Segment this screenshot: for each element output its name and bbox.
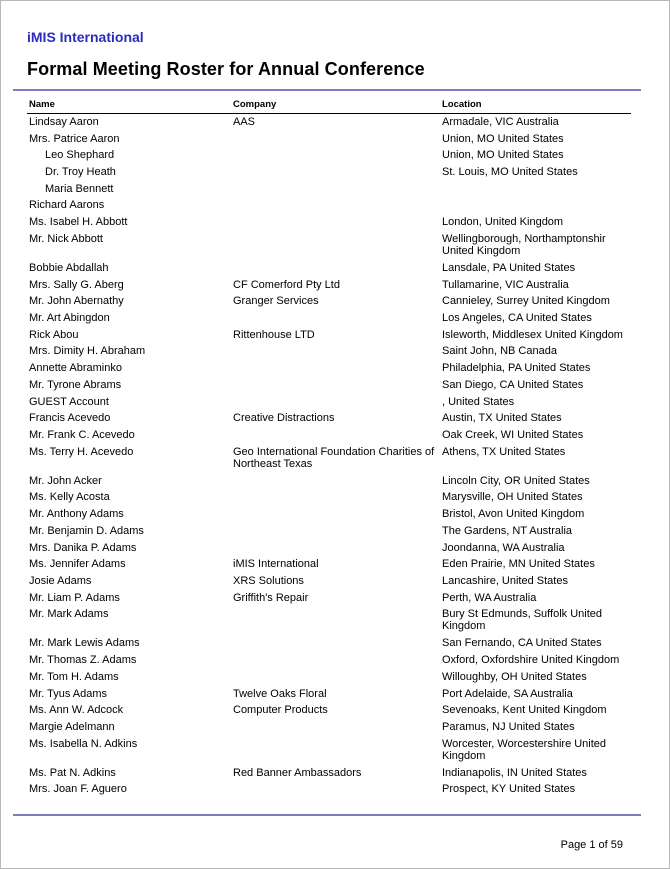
- table-row: [1, 670, 670, 687]
- attendee-company: AAS: [233, 116, 256, 128]
- attendee-name: Ms. Pat N. Adkins: [29, 766, 116, 779]
- attendee-name: Maria Bennett: [45, 182, 114, 195]
- table-row: [1, 344, 670, 361]
- table-row: [1, 261, 670, 278]
- table-row: [1, 132, 670, 149]
- attendee-location: Lansdale, PA United States: [442, 262, 576, 274]
- attendee-name: Mrs. Danika P. Adams: [29, 541, 137, 554]
- attendee-name: Bobbie Abdallah: [29, 262, 109, 274]
- attendee-location: Union, MO United States: [442, 149, 564, 162]
- table-row: [1, 311, 670, 328]
- attendee-location: Bristol, Avon United Kingdom: [442, 508, 585, 521]
- attendee-name: Mr. Art Abingdon: [29, 312, 110, 325]
- attendee-name: Mr. Benjamin D. Adams: [29, 524, 144, 537]
- table-row: [1, 703, 670, 720]
- table-row: [1, 653, 670, 670]
- table-row: [1, 395, 670, 412]
- attendee-company: Granger Services: [233, 295, 319, 308]
- footer-divider: [13, 814, 641, 816]
- attendee-location: Tullamarine, VIC Australia: [442, 278, 569, 291]
- table-row: [1, 278, 670, 295]
- table-row: [1, 411, 670, 428]
- attendee-name: GUEST Account: [29, 395, 109, 408]
- table-row: [1, 766, 670, 783]
- table-row: [1, 232, 670, 261]
- attendee-location: Paramus, NJ United States: [442, 720, 575, 733]
- attendee-name: Mr. Nick Abbott: [29, 232, 103, 245]
- table-row: [1, 361, 670, 378]
- column-header-location: Location: [442, 99, 482, 110]
- attendee-company: Red Banner Ambassadors: [233, 766, 362, 779]
- attendee-name: Leo Shephard: [45, 149, 115, 162]
- attendee-location: Worcester, Worcestershire United Kingdom: [442, 737, 607, 762]
- table-row: [1, 294, 670, 311]
- attendee-name: Mr. Tyrone Abrams: [29, 378, 122, 391]
- table-row: [1, 198, 670, 215]
- attendee-name: Mrs. Joan F. Aguero: [29, 783, 127, 796]
- attendee-location: Oxford, Oxfordshire United Kingdom: [442, 654, 620, 667]
- column-headers: [1, 99, 670, 111]
- attendee-name: Mr. Thomas Z. Adams: [29, 654, 137, 667]
- attendee-location: Joondanna, WA Australia: [442, 541, 565, 554]
- table-row: [1, 378, 670, 395]
- attendee-company: Geo International Foundation Charities of Northeast Texas: [233, 445, 435, 470]
- attendee-name: Ms. Kelly Acosta: [29, 491, 110, 504]
- attendee-name: Mr. Mark Adams: [29, 608, 109, 621]
- attendee-location: Isleworth, Middlesex United Kingdom: [442, 328, 623, 341]
- report-title: Formal Meeting Roster for Annual Conference: [27, 59, 425, 79]
- table-row: [1, 591, 670, 608]
- column-header-underline: [27, 113, 631, 114]
- table-row: [1, 607, 670, 636]
- attendee-location: Cannieley, Surrey United Kingdom: [442, 295, 610, 308]
- attendee-name: Josie Adams: [29, 574, 92, 587]
- table-row: [1, 148, 670, 165]
- attendee-name: Mr. Tyus Adams: [29, 687, 108, 700]
- attendee-company: CF Comerford Pty Ltd: [233, 278, 340, 291]
- attendee-location: San Diego, CA United States: [442, 378, 584, 391]
- attendee-name: Richard Aarons: [29, 199, 105, 212]
- attendee-name: Mr. John Abernathy: [29, 295, 124, 308]
- attendee-location: The Gardens, NT Australia: [442, 524, 573, 537]
- attendee-name: Mr. Tom H. Adams: [29, 670, 119, 683]
- attendee-name: Ms. Terry H. Acevedo: [29, 445, 134, 458]
- attendee-name: Mr. John Acker: [29, 474, 102, 487]
- attendee-name: Mr. Frank C. Acevedo: [29, 428, 135, 441]
- attendee-location: Saint John, NB Canada: [442, 345, 557, 358]
- attendee-location: Wellingborough, Northamptonshir United Kingdom: [442, 232, 606, 257]
- table-row: [1, 574, 670, 591]
- attendee-name: Ms. Isabel H. Abbott: [29, 216, 128, 229]
- attendee-location: Marysville, OH United States: [442, 491, 583, 504]
- table-row: [1, 541, 670, 558]
- attendee-name: Rick Abou: [29, 328, 79, 341]
- attendee-location: Union, MO United States: [442, 132, 564, 145]
- attendee-name: Ms. Ann W. Adcock: [29, 704, 124, 717]
- table-row: [1, 182, 670, 199]
- table-row: [1, 428, 670, 445]
- table-row: [1, 328, 670, 345]
- attendee-name: Ms. Isabella N. Adkins: [29, 737, 138, 750]
- attendee-company: XRS Solutions: [233, 574, 304, 587]
- header-divider: [13, 89, 641, 91]
- attendee-location: Eden Prairie, MN United States: [442, 558, 595, 571]
- attendee-location: Bury St Edmunds, Suffolk United Kingdom: [442, 608, 602, 633]
- page-number: Page 1 of 59: [560, 839, 623, 851]
- table-row: [1, 636, 670, 653]
- attendee-name: Ms. Jennifer Adams: [29, 558, 126, 571]
- attendee-location: Sevenoaks, Kent United Kingdom: [442, 704, 607, 717]
- attendee-company: Computer Products: [233, 704, 328, 717]
- table-row: [1, 524, 670, 541]
- attendee-location: San Fernando, CA United States: [442, 637, 602, 650]
- attendee-location: London, United Kingdom: [442, 216, 564, 229]
- attendee-name: Lindsay Aaron: [29, 116, 99, 128]
- attendee-company: Creative Distractions: [233, 412, 335, 425]
- table-row: [1, 215, 670, 232]
- column-header-company: Company: [233, 99, 277, 110]
- attendee-name: Mr. Liam P. Adams: [29, 591, 120, 604]
- attendee-name: Mr. Anthony Adams: [29, 508, 124, 521]
- attendee-location: Lancashire, United States: [442, 574, 568, 587]
- attendee-location: Perth, WA Australia: [442, 591, 537, 604]
- attendee-name: Francis Acevedo: [29, 412, 111, 425]
- column-header-name: Name: [29, 99, 55, 110]
- attendee-location: Prospect, KY United States: [442, 783, 576, 796]
- attendee-location: Oak Creek, WI United States: [442, 428, 584, 441]
- table-row: [1, 782, 670, 799]
- table-row: [1, 165, 670, 182]
- attendee-location: Athens, TX United States: [442, 445, 566, 458]
- attendee-location: Lincoln City, OR United States: [442, 474, 590, 487]
- attendee-location: Port Adelaide, SA Australia: [442, 687, 573, 700]
- table-row: [1, 115, 670, 132]
- attendee-company: Twelve Oaks Floral: [233, 687, 327, 700]
- attendee-location: Willoughby, OH United States: [442, 670, 587, 683]
- roster-table: [1, 115, 670, 799]
- attendee-name: Mrs. Patrice Aaron: [29, 132, 120, 145]
- attendee-location: , United States: [442, 395, 515, 408]
- attendee-name: Dr. Troy Heath: [45, 166, 116, 179]
- attendee-location: Armadale, VIC Australia: [442, 116, 559, 128]
- table-row: [1, 720, 670, 737]
- attendee-company: Rittenhouse LTD: [233, 328, 315, 341]
- table-row: [1, 445, 670, 474]
- attendee-location: Austin, TX United States: [442, 412, 562, 425]
- attendee-company: iMIS International: [233, 558, 319, 571]
- table-row: [1, 737, 670, 766]
- organization-name: iMIS International: [27, 29, 144, 45]
- table-row: [1, 687, 670, 704]
- attendee-company: Griffith's Repair: [233, 591, 309, 604]
- table-row: [1, 557, 670, 574]
- attendee-location: Philadelphia, PA United States: [442, 362, 591, 375]
- attendee-name: Mr. Mark Lewis Adams: [29, 637, 140, 650]
- table-row: [1, 490, 670, 507]
- attendee-name: Annette Abraminko: [29, 362, 122, 375]
- attendee-name: Margie Adelmann: [29, 720, 115, 733]
- attendee-location: Los Angeles, CA United States: [442, 312, 592, 325]
- table-row: [1, 507, 670, 524]
- attendee-location: St. Louis, MO United States: [442, 166, 578, 179]
- table-row: [1, 474, 670, 491]
- attendee-location: Indianapolis, IN United States: [442, 766, 587, 779]
- attendee-name: Mrs. Dimity H. Abraham: [29, 345, 146, 358]
- attendee-name: Mrs. Sally G. Aberg: [29, 278, 124, 291]
